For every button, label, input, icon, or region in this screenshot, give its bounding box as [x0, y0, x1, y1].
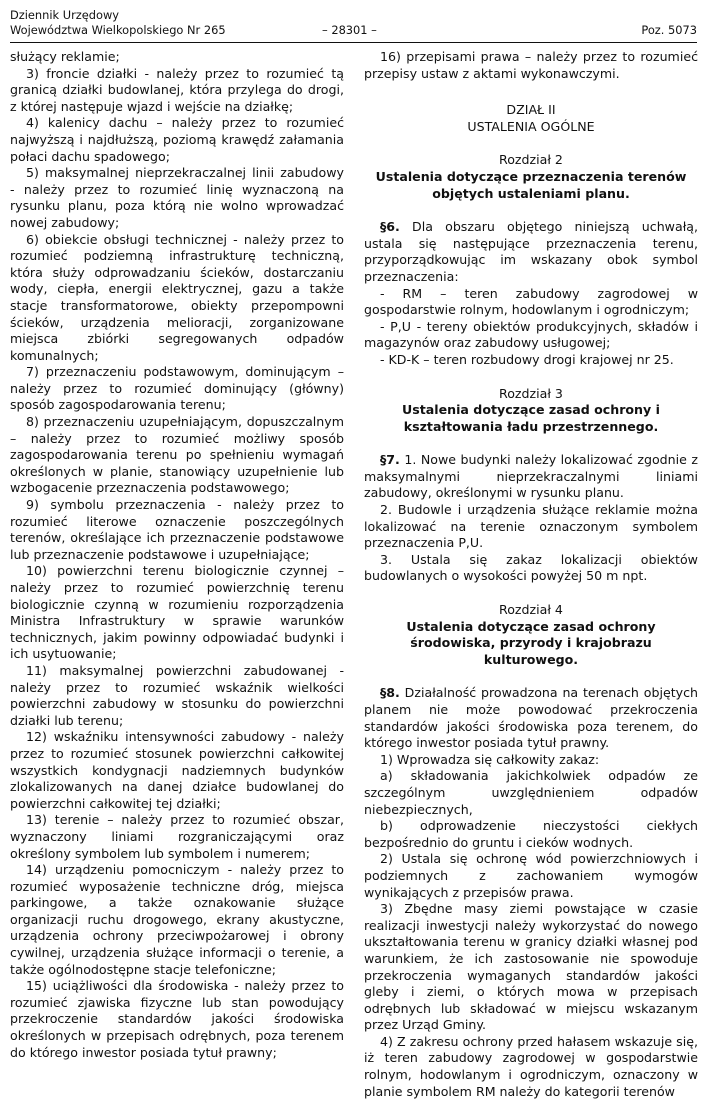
section-text: Dla obszaru objętego niniejszą uchwałą, ustala się następujące przeznaczenia terenu, przyporządkowując im wskazany obok symbol przeznaczenia:	[364, 219, 698, 284]
list-item: 3. Ustala się zakaz lokalizacji obiektów budowlanych o wysokości powyżej 50 m npt.	[364, 551, 698, 584]
right-column	[364, 49, 698, 1100]
section-text: 1. Nowe budynki należy lokalizować zgodnie z maksymalnymi nieprzekraczalnymi liniami zabudowy, określonymi w rysunku planu.	[364, 452, 698, 501]
section-text: Działalność prowadzona na terenach objętych planem nie może powodować przekroczenia standardów jakości środowiska poza terenem, do którego inwestor posiada tytuł prawny.	[364, 685, 698, 751]
list-item: - P,U - tereny obiektów produkcyjnych, składów i magazynów oraz zabudowy usługowej;	[364, 318, 698, 351]
paragraph: 13) terenie – należy przez to rozumieć obszar, wyznaczony liniami rozgraniczającymi oraz określony symbolem lub symbolem i numerem;	[10, 812, 344, 861]
list-item: - RM – teren zabudowy zagrodowej w gospodarstwie rolnym, hodowlanym i ogrodniczym;	[364, 285, 698, 318]
list-item: 2) Ustala się ochronę wód powierzchniowych i podziemnych z zachowaniem wymogów wynikających z przepisów prawa.	[364, 851, 698, 900]
chapter-title: Ustalenia dotyczące zasad ochrony i kształtowania ładu przestrzennego.	[402, 402, 660, 434]
division-title: USTALENIA OGÓLNE	[467, 118, 595, 134]
paragraph: 16) przepisami prawa – należy przez to rozumieć przepisy ustaw z aktami wykonawczymi.	[364, 49, 698, 81]
paragraph: 14) urządzeniu pomocniczym - należy przez to rozumieć wyposażenie techniczne dróg, miejsca parkingowe, a także oznakowanie służące organizacji ruchu drogowego, ekrany akustyczne, urządzenia ochrony przeciwpożarowej i obrony cywilnej, urządzenia służące informacji o terenie, a także ogólnodostępne stacje telefoniczne;	[10, 862, 344, 977]
list-item: 2. Budowle i urządzenia służące reklamie można lokalizować na terenie oznaczonym symbolem przeznaczenia P,U.	[364, 502, 698, 551]
paragraph: 11) maksymalnej powierzchni zabudowanej - należy przez to rozumieć wskaźnik wielkości powierzchni zabudowy w stosunku do powierzchni działki lub terenu;	[10, 662, 344, 728]
paragraph: 15) uciążliwości dla środowiska - należy przez to rozumieć zjawiska fizyczne lub stan powodujący przekroczenie standardów jakości środowiska określonych w przepisach odrębnych, poza terenem do którego inwestor posiada tytuł prawny;	[10, 978, 344, 1060]
section-number: §8.	[380, 685, 400, 701]
list-item: 4) Z zakresu ochrony przed hałasem wskazuje się, iż teren zabudowy zagrodowej w gospodarstwie rolnym, hodowlanym i ogrodniczym, oznaczony w planie symbolem RM należy do kategorii terenów	[364, 1033, 698, 1099]
section-number: §7.	[380, 452, 400, 468]
page-header	[10, 8, 697, 46]
paragraph: 10) powierzchni terenu biologicznie czynnej – należy przez to rozumieć powierzchnię terenu biologicznie czynną w rozumieniu rozporządzenia Ministra Infrastruktury w sprawie warunków technicznych, jakim powinny odpowiadać budynki i ich usytuowanie;	[10, 563, 344, 662]
chapter-title: Ustalenia dotyczące przeznaczenia terenów objętych ustaleniami planu.	[375, 168, 687, 201]
paragraph: 5) maksymalnej nieprzekraczalnej linii zabudowy - należy przez to rozumieć linię wyznaczoną na rysunku planu, poza którą nie wolno wprowadzać nowej zabudowy;	[10, 165, 344, 230]
section-number: §6.	[380, 219, 400, 235]
chapter-title: Ustalenia dotyczące zasad ochrony środowiska, przyrody i krajobrazu kulturowego.	[406, 618, 656, 667]
left-column	[10, 49, 344, 1061]
paragraph: 3) froncie działki - należy przez to rozumieć tą granicą działki budowlanej, która przylega do drogi, z której następuje wjazd i wejście na działkę;	[10, 65, 344, 114]
paragraph: 4) kalenicy dachu – należy przez to rozumieć najwyższą i najdłuższą, poziomą krawędź załamania połaci dachu spadowego;	[10, 115, 344, 164]
list-item: 1) Wprowadza się całkowity zakaz:	[380, 751, 600, 767]
paragraph: 6) obiekcie obsługi technicznej - należy przez to rozumieć podziemną infrastrukturę techniczną, która służy odprowadzaniu ścieków, dostarczaniu wody, ciepła, energii elektrycznej, gazu a także stacje transformatorowe, obiekty przepompowni ścieków, urządzenia melioracji, zorganizowane miejsca zbiórki segregowanych odpadów komunalnych;	[10, 231, 344, 363]
position-number: Poz. 5073	[641, 23, 697, 37]
paragraph: 7) przeznaczeniu podstawowym, dominującym – należy przez to rozumieć dominujący (główny) sposób zagospodarowania terenu;	[10, 364, 344, 413]
paragraph: 9) symbolu przeznaczenia - należy przez to rozumieć literowe oznaczenie poszczególnych terenów, określające ich przeznaczenie podstawowe lub przeznaczenie podstawowe i uzupełniające;	[10, 497, 344, 562]
division-label: DZIAŁ II	[506, 102, 556, 118]
header-rule	[10, 42, 697, 43]
journal-title: Dziennik Urzędowy	[10, 8, 120, 22]
list-item: 3) Zbędne masy ziemi powstające w czasie realizacji inwestycji należy wykorzystać do nowego ukształtowania terenu w granicy działki własnej pod warunkiem, że ich zastosowanie nie spowoduje przekroczenia wymaganych standardów jakości gleby i ziemi, o których mowa w przepisach odrębnych lub składować w miejscu wskazanym przez Urząd Gminy.	[364, 901, 698, 1033]
page-number: – 28301 –	[322, 23, 377, 37]
journal-subtitle: Województwa Wielkopolskiego Nr 265	[10, 23, 226, 37]
list-item: - KD-K – teren rozbudowy drogi krajowej nr 25.	[380, 351, 674, 367]
chapter-label: Rozdział 4	[499, 602, 563, 618]
chapter-label: Rozdział 2	[499, 152, 563, 168]
paragraph: 8) przeznaczeniu uzupełniającym, dopuszczalnym – należy przez to rozumieć możliwy sposób zagospodarowania terenu po spełnieniu wymagań określonych w planie, stanowiący uzupełnienie lub wzbogacenie przeznaczenia podstawowego;	[10, 414, 344, 496]
paragraph: służący reklamie;	[10, 49, 120, 64]
list-item: b) odprowadzenie nieczystości ciekłych bezpośrednio do gruntu i cieków wodnych.	[364, 818, 698, 850]
list-item: a) składowania jakichkolwiek odpadów ze szczególnym uwzględnieniem odpadów niebezpiecznych,	[364, 768, 698, 817]
chapter-label: Rozdział 3	[499, 385, 563, 401]
paragraph: 12) wskaźniku intensywności zabudowy - należy przez to rozumieć stosunek powierzchni całkowitej wszystkich kondygnacji nadziemnych budynków zlokalizowanych na danej działce budowlanej do powierzchni całkowitej tej działki;	[10, 729, 344, 811]
